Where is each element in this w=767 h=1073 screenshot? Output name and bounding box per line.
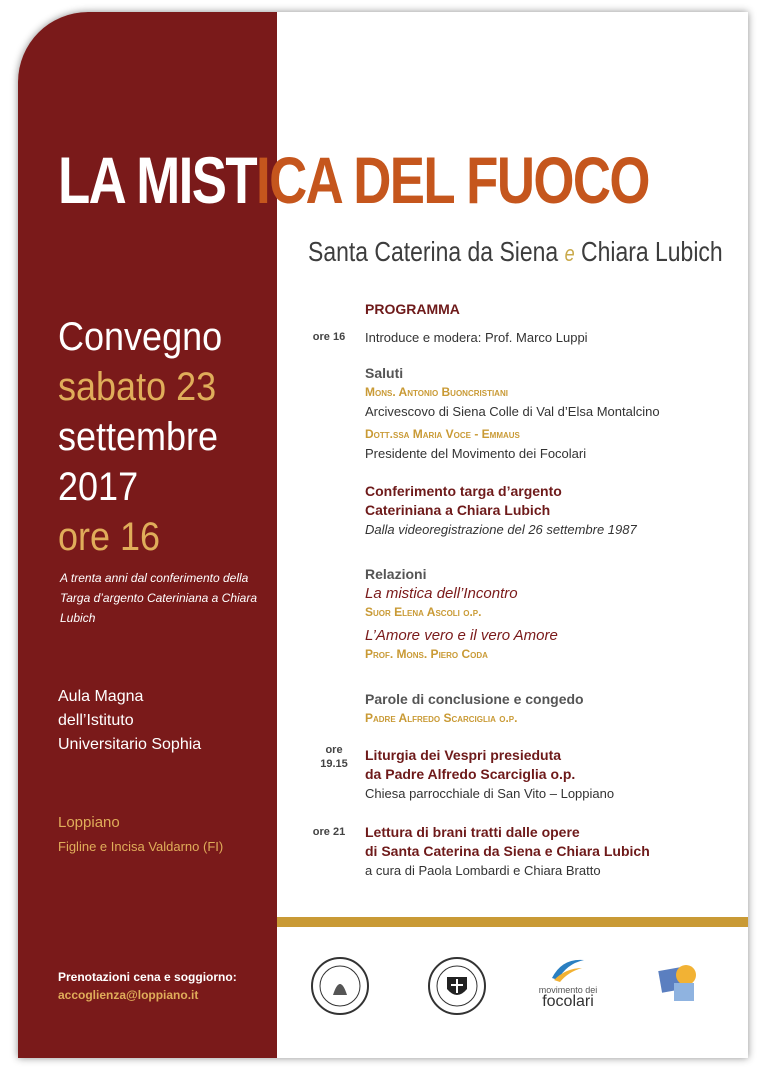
time-label [308, 743, 360, 771]
conferimento-line: Conferimento targa d’argento [365, 483, 562, 499]
vespri-line: Liturgia dei Vespri presieduta [365, 747, 562, 763]
booking-label: Prenotazioni cena e soggiorno: [58, 970, 237, 984]
speaker-name: Prof. Mons. Piero Coda [365, 647, 488, 661]
conclusione-heading: Parole di conclusione e congedo [365, 691, 584, 707]
conferimento-note: Dalla videoregistrazione del 26 settembre 1987 [365, 522, 637, 537]
venue-line: Aula Magna [58, 688, 144, 705]
focolari-logo [523, 954, 613, 1024]
booking-info [58, 968, 237, 1004]
place-municipality: Figline e Incisa Valdarno (FI) [58, 839, 224, 854]
subtitle-first: Santa Caterina da Siena [308, 236, 565, 267]
speaker-role: Presidente del Movimento dei Focolari [365, 446, 587, 461]
event-subtitle [308, 236, 723, 268]
sophia-logo [654, 957, 706, 1009]
place [58, 811, 223, 859]
speaker-role: Arcivescovo di Siena Colle di Val d’Elsa Montalcino [365, 404, 660, 419]
dominican-order-logo [428, 957, 486, 1015]
title-part-white: LA MIST [58, 143, 257, 217]
associazione-cateriniana-logo [311, 957, 369, 1015]
time-label-line: 19.15 [320, 758, 348, 770]
program-relazioni [365, 565, 558, 664]
lettura-line: di Santa Caterina da Siena e Chiara Lubich [365, 843, 650, 859]
conferimento-line: Cateriniana a Chiara Lubich [365, 502, 551, 518]
convegno-label: Convegno [58, 315, 223, 359]
venue [58, 685, 201, 757]
seal-icon [313, 959, 367, 1013]
focolari-swoosh-icon [548, 956, 588, 982]
event-time: ore 16 [58, 515, 161, 559]
subtitle-second: Chiara Lubich [574, 236, 723, 267]
talk-title: La mistica dell’Incontro [365, 585, 518, 602]
speaker-name: Suor Elena Ascoli o.p. [365, 605, 482, 619]
booking-email-link[interactable]: accoglienza@loppiano.it [58, 988, 199, 1002]
shield-icon [430, 959, 484, 1013]
time-label-line: ore [325, 744, 343, 756]
time-label: ore 21 [312, 826, 346, 838]
speaker-name: Padre Alfredo Scarciglia o.p. [365, 711, 518, 725]
event-date-block [58, 312, 222, 562]
venue-line: dell’Istituto [58, 712, 134, 729]
venue-line: Universitario Sophia [58, 736, 202, 753]
lettura-line: Lettura di brani tratti dalle opere [365, 824, 580, 840]
program-heading [365, 300, 460, 319]
lettura-curators: a cura di Paola Lombardi e Chiara Bratto [365, 863, 601, 878]
vespri-place: Chiesa parrocchiale di San Vito – Loppiano [365, 786, 615, 801]
time-label: ore 16 [312, 331, 346, 343]
place-town: Loppiano [58, 814, 120, 831]
speaker-name: Mons. Antonio Buoncristiani [365, 385, 508, 399]
event-year: 2017 [58, 465, 139, 509]
program-vespri [365, 746, 614, 803]
event-day: sabato 23 [58, 365, 217, 409]
program-conclusione [365, 690, 584, 728]
sophia-icon [654, 957, 706, 1009]
program-lettura [365, 823, 650, 880]
program-heading-text: PROGRAMMA [365, 301, 460, 317]
talk-title: L’Amore vero e il vero Amore [365, 627, 558, 644]
subtitle-conjunction: e [564, 241, 575, 266]
program-intro: Introduce e modera: Prof. Marco Luppi [365, 330, 588, 345]
event-title [58, 142, 649, 218]
poster [18, 12, 748, 1058]
program-saluti [365, 364, 660, 463]
focolari-small-text: movimento dei [538, 985, 598, 995]
gold-divider [277, 917, 748, 927]
vespri-line: da Padre Alfredo Scarciglia o.p. [365, 766, 576, 782]
program-conferimento [365, 482, 637, 539]
focolari-big-text: focolari [542, 993, 594, 1010]
anniversary-note: A trenta anni dal conferimento della Targa d’argento Cateriniana a Chiara Lubich [60, 571, 258, 625]
relazioni-heading: Relazioni [365, 566, 427, 582]
title-part-fire: ICA DEL FUOCO [256, 143, 649, 217]
event-month: settembre [58, 415, 219, 459]
speaker-name: Dott.ssa Maria Voce - Emmaus [365, 427, 520, 441]
saluti-heading: Saluti [365, 365, 404, 381]
